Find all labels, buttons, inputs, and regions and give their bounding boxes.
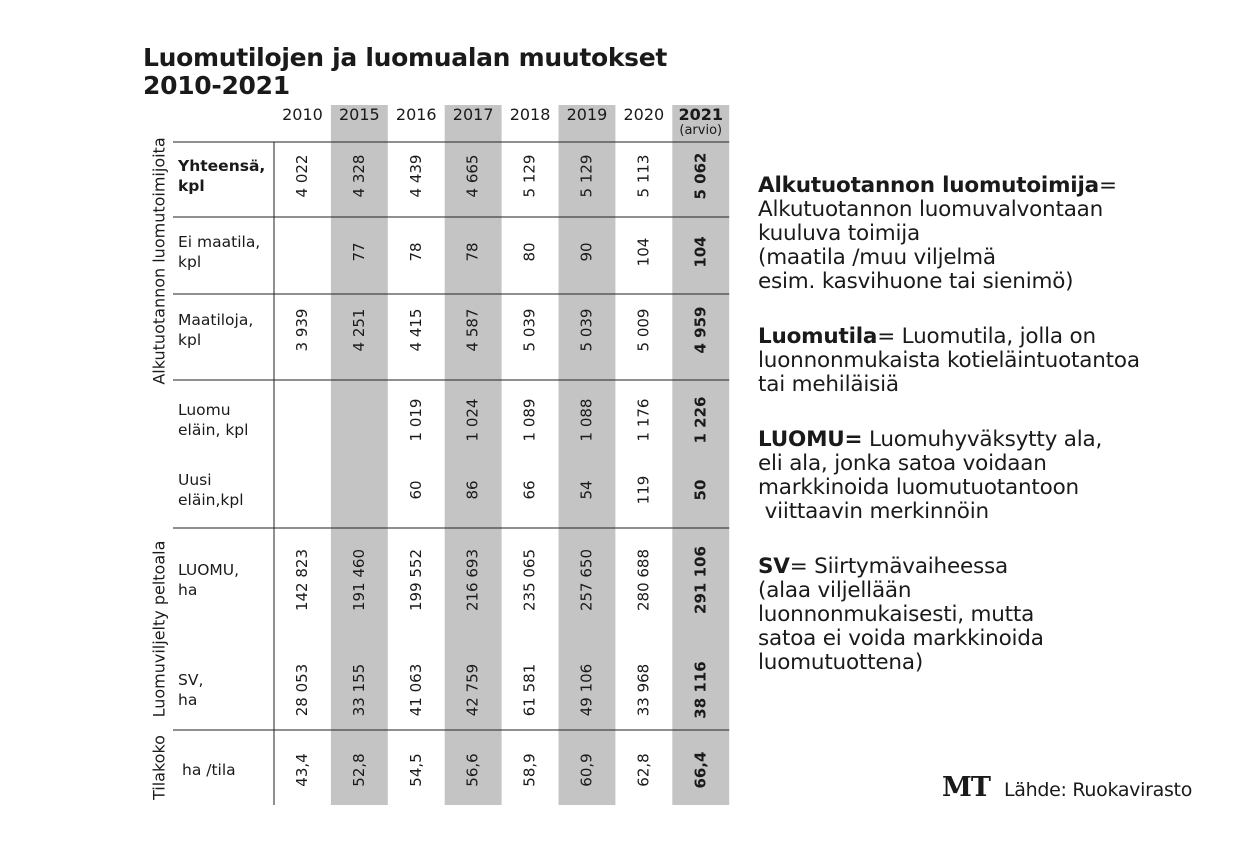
row-label: kpl	[178, 177, 205, 195]
legend-text: luonnonmukaisesti, mutta	[758, 602, 1035, 627]
cell-value: 80	[520, 242, 539, 262]
group-label: Alkutuotannon luomutoimijoita	[149, 137, 169, 385]
legend-text: esim. kasvihuone tai sienimö)	[758, 269, 1074, 294]
column-header-2019: 2019	[566, 105, 608, 124]
cell-value: 5 062	[691, 152, 710, 200]
column-header-2021: 2021	[678, 105, 724, 124]
cell-value: 41 063	[406, 663, 425, 717]
cell-value: 4 959	[691, 306, 710, 354]
legend-text: luonnonmukaista kotieläintuotantoa	[758, 348, 1140, 373]
cell-value: 62,8	[634, 753, 653, 787]
legend-text: (maatila /muu viljelmä	[758, 245, 996, 270]
cell-value: 38 116	[691, 661, 710, 719]
cell-value: 33 968	[634, 663, 653, 717]
row-label: Uusi	[178, 471, 212, 489]
row-label: ha	[178, 691, 198, 709]
cell-value: 61 581	[520, 663, 539, 717]
cell-value: 77	[349, 242, 368, 262]
row-label: LUOMU,	[178, 561, 240, 579]
cell-value: 5 009	[634, 308, 653, 352]
legend-text: markkinoida luomutuotantoon	[758, 475, 1079, 500]
legend-text: satoa ei voida markkinoida	[758, 626, 1044, 651]
source-text: Lähde: Ruokavirasto	[1003, 779, 1193, 801]
cell-value: 4 415	[406, 308, 425, 352]
definitions-legend	[758, 174, 1228, 706]
cell-value: 5 113	[634, 154, 653, 198]
cell-value: 28 053	[292, 663, 311, 717]
cell-value: 54	[577, 480, 596, 500]
cell-value: 5 039	[577, 308, 596, 352]
cell-value: 4 439	[406, 154, 425, 198]
cell-value: 66,4	[691, 751, 710, 789]
cell-value: 43,4	[292, 753, 311, 787]
cell-value: 50	[691, 479, 710, 501]
legend-entry-sv	[758, 555, 1228, 675]
legend-term: Luomutila	[758, 324, 878, 349]
legend-term: LUOMU=	[758, 427, 863, 452]
cell-value: 199 552	[406, 548, 425, 612]
column-header-2020: 2020	[623, 105, 665, 124]
cell-value: 1 024	[463, 398, 482, 442]
cell-value: 78	[406, 242, 425, 262]
cell-value: 142 823	[292, 548, 311, 612]
row-label: eläin,kpl	[178, 491, 244, 509]
cell-value: 1 089	[520, 398, 539, 442]
cell-value: 1 019	[406, 398, 425, 442]
title-line-1: Luomutilojen ja luomualan muutokset	[143, 43, 668, 72]
source-credit	[942, 772, 1192, 803]
cell-value: 216 693	[463, 548, 482, 612]
cell-value: 1 176	[634, 398, 653, 442]
legend-text: luomutuottena)	[758, 650, 924, 675]
cell-value: 104	[691, 236, 710, 268]
column-header-2016: 2016	[395, 105, 437, 124]
cell-value: 291 106	[691, 546, 710, 614]
legend-text: tai mehiläisiä	[758, 372, 899, 397]
row-label: Luomu	[178, 401, 231, 419]
cell-value: 5 039	[520, 308, 539, 352]
legend-text: (alaa viljellään	[758, 578, 912, 603]
cell-value: 33 155	[349, 663, 368, 717]
cell-value: 54,5	[406, 753, 425, 787]
cell-value: 257 650	[577, 548, 596, 612]
row-label: Yhteensä,	[178, 157, 266, 175]
row-label: ha /tila	[182, 761, 236, 779]
legend-text: = Luomutila, jolla on	[877, 324, 1096, 349]
cell-value: 78	[463, 242, 482, 262]
cell-value: 5 129	[520, 154, 539, 198]
cell-value: 4 665	[463, 154, 482, 198]
cell-value: 4 328	[349, 154, 368, 198]
cell-value: 90	[577, 242, 596, 262]
column-header-2018: 2018	[509, 105, 551, 124]
row-label: Maatiloja,	[178, 311, 254, 329]
column-header-2010: 2010	[282, 105, 323, 124]
cell-value: 58,9	[520, 753, 539, 787]
cell-value: 3 939	[292, 308, 311, 352]
cell-value: 1 226	[691, 396, 710, 444]
legend-text: eli ala, jonka satoa voidaan	[758, 451, 1047, 476]
column-header-2017: 2017	[452, 105, 494, 124]
cell-value: 60,9	[577, 753, 596, 787]
cell-value: 235 065	[520, 548, 539, 612]
title-line-2: 2010-2021	[143, 71, 290, 100]
legend-entry-luomutoimija	[758, 174, 1228, 294]
row-label: ha	[178, 581, 198, 599]
legend-text: =	[1098, 173, 1117, 198]
row-label: Ei maatila,	[178, 233, 261, 251]
cell-value: 56,6	[463, 753, 482, 787]
cell-value: 119	[634, 475, 653, 505]
row-label: eläin, kpl	[178, 421, 249, 439]
legend-term: SV	[758, 554, 790, 579]
cell-value: 104	[634, 237, 653, 267]
row-label: kpl	[178, 253, 202, 271]
cell-value: 66	[520, 480, 539, 500]
cell-value: 4 022	[292, 154, 311, 198]
legend-term: Alkutuotannon luomutoimija	[758, 173, 1099, 198]
cell-value: 191 460	[349, 548, 368, 612]
group-label: Luomuviljelty peltoala	[149, 540, 169, 718]
cell-value: 5 129	[577, 154, 596, 198]
mt-logo: MT	[942, 772, 990, 803]
row-label: SV,	[178, 671, 204, 689]
cell-value: 1 088	[577, 398, 596, 442]
column-header-note: (arvio)	[679, 123, 723, 138]
cell-value: 60	[406, 480, 425, 500]
legend-entry-luomutila	[758, 325, 1228, 397]
cell-value: 4 251	[349, 308, 368, 352]
legend-text: Luomuhyväksytty ala,	[862, 427, 1103, 452]
cell-value: 52,8	[349, 753, 368, 787]
legend-text: kuuluva toimija	[758, 221, 920, 246]
cell-value: 280 688	[634, 548, 653, 612]
legend-entry-luomu	[758, 428, 1228, 524]
cell-value: 42 759	[463, 663, 482, 717]
legend-text: viittaavin merkinnöin	[758, 499, 989, 524]
cell-value: 4 587	[463, 308, 482, 352]
group-label: Tilakoko	[149, 735, 169, 800]
legend-text: = Siirtymävaiheessa	[789, 554, 1009, 579]
row-label: kpl	[178, 331, 202, 349]
cell-value: 86	[463, 480, 482, 500]
cell-value: 49 106	[577, 663, 596, 717]
legend-text: Alkutuotannon luomuvalvontaan	[758, 197, 1104, 222]
column-header-2015: 2015	[338, 105, 380, 124]
